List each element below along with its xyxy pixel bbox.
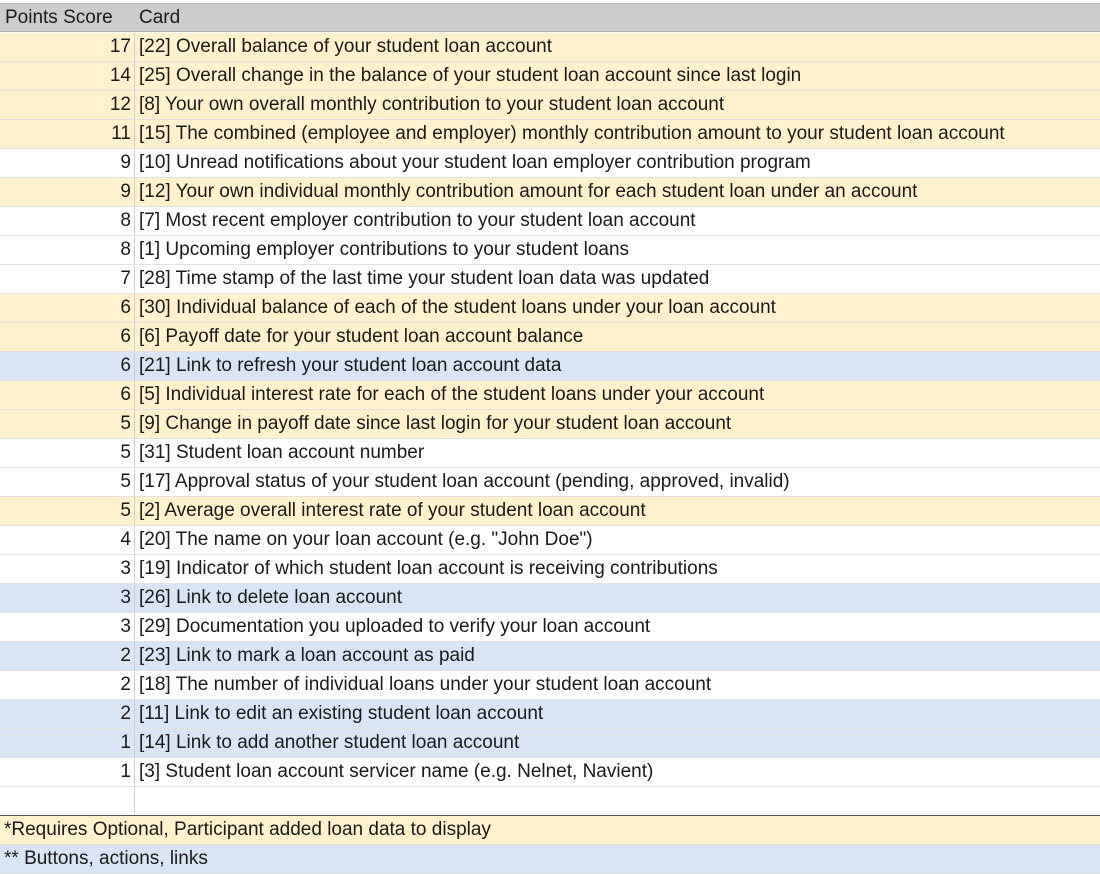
card-cell[interactable]: [10] Unread notifications about your student loan employer contribution program: [139, 152, 811, 173]
card-cell[interactable]: [12] Your own individual monthly contribution amount for each student loan under an account: [139, 181, 918, 202]
table-row: [0, 207, 1100, 236]
table-row: [0, 671, 1100, 700]
table-row: [0, 613, 1100, 642]
legend-optional-text[interactable]: *Requires Optional, Participant added loan data to display: [4, 819, 491, 840]
points-score-cell[interactable]: 2: [0, 671, 135, 699]
legend-optional-row: [0, 816, 1100, 845]
table-row: [0, 178, 1100, 207]
points-score-cell[interactable]: 7: [0, 265, 135, 293]
table-row: [0, 642, 1100, 671]
table-row: [0, 62, 1100, 91]
table-row: [0, 758, 1100, 787]
card-cell[interactable]: [6] Payoff date for your student loan account balance: [139, 326, 584, 347]
table-row: [0, 381, 1100, 410]
table-row: [0, 700, 1100, 729]
card-cell[interactable]: [23] Link to mark a loan account as paid: [139, 645, 475, 666]
points-score-cell[interactable]: 4: [0, 526, 135, 554]
card-cell[interactable]: [22] Overall balance of your student loan account: [139, 36, 552, 57]
empty-score-cell[interactable]: [0, 787, 135, 815]
points-score-cell[interactable]: 6: [0, 352, 135, 380]
table-row: [0, 497, 1100, 526]
points-score-cell[interactable]: 3: [0, 584, 135, 612]
table-row: [0, 410, 1100, 439]
card-cell[interactable]: [17] Approval status of your student loan account (pending, approved, invalid): [139, 471, 790, 492]
table-row: [0, 439, 1100, 468]
card-cell[interactable]: [5] Individual interest rate for each of the student loans under your account: [139, 384, 765, 405]
empty-row: [0, 787, 1100, 816]
points-score-cell[interactable]: 8: [0, 236, 135, 264]
card-cell[interactable]: [11] Link to edit an existing student loan account: [139, 703, 544, 724]
legend-actions-text[interactable]: ** Buttons, actions, links: [4, 848, 208, 869]
card-cell[interactable]: [3] Student loan account servicer name (e.g. Nelnet, Navient): [139, 761, 654, 782]
table-row: [0, 323, 1100, 352]
header-points-score[interactable]: Points Score: [5, 7, 113, 28]
card-cell[interactable]: [1] Upcoming employer contributions to your student loans: [139, 239, 630, 260]
points-score-cell[interactable]: 6: [0, 294, 135, 322]
points-score-cell[interactable]: 6: [0, 381, 135, 409]
points-score-cell[interactable]: 1: [0, 729, 135, 757]
card-cell[interactable]: [31] Student loan account number: [139, 442, 425, 463]
points-score-cell[interactable]: 2: [0, 642, 135, 670]
points-score-cell[interactable]: 9: [0, 149, 135, 177]
points-score-cell[interactable]: 6: [0, 323, 135, 351]
points-score-cell[interactable]: 9: [0, 178, 135, 206]
table-row: [0, 265, 1100, 294]
table-row: [0, 729, 1100, 758]
table-row: [0, 33, 1100, 62]
card-cell[interactable]: [18] The number of individual loans under your student loan account: [139, 674, 712, 695]
points-score-cell[interactable]: 12: [0, 91, 135, 119]
card-cell[interactable]: [28] Time stamp of the last time your student loan data was updated: [139, 268, 710, 289]
card-cell[interactable]: [26] Link to delete loan account: [139, 587, 403, 608]
table-row: [0, 526, 1100, 555]
points-score-cell[interactable]: 11: [0, 120, 135, 148]
legend-actions-row: [0, 845, 1100, 874]
points-score-cell[interactable]: 3: [0, 555, 135, 583]
card-cell[interactable]: [21] Link to refresh your student loan account data: [139, 355, 562, 376]
card-cell[interactable]: [7] Most recent employer contribution to your student loan account: [139, 210, 696, 231]
card-cell[interactable]: [8] Your own overall monthly contribution to your student loan account: [139, 94, 725, 115]
points-score-cell[interactable]: 2: [0, 700, 135, 728]
points-score-cell[interactable]: 14: [0, 62, 135, 90]
points-score-cell[interactable]: 5: [0, 410, 135, 438]
table-row: [0, 352, 1100, 381]
card-cell[interactable]: [25] Overall change in the balance of your student loan account since last login: [139, 65, 802, 86]
points-score-cell[interactable]: 3: [0, 613, 135, 641]
table-row: [0, 584, 1100, 613]
card-cell[interactable]: [9] Change in payoff date since last login for your student loan account: [139, 413, 732, 434]
card-cell[interactable]: [30] Individual balance of each of the student loans under your loan account: [139, 297, 776, 318]
points-score-cell[interactable]: 17: [0, 33, 135, 61]
card-cell[interactable]: [29] Documentation you uploaded to verify your loan account: [139, 616, 651, 637]
header-row: [0, 3, 1100, 32]
table-row: [0, 149, 1100, 178]
card-cell[interactable]: [20] The name on your loan account (e.g. "John Doe"): [139, 529, 593, 550]
card-cell[interactable]: [14] Link to add another student loan account: [139, 732, 520, 753]
card-cell[interactable]: [2] Average overall interest rate of your student loan account: [139, 500, 646, 521]
table-row: [0, 294, 1100, 323]
empty-card-cell[interactable]: [135, 787, 1100, 815]
table-row: [0, 555, 1100, 584]
points-score-cell[interactable]: 5: [0, 497, 135, 525]
table-row: [0, 236, 1100, 265]
table-row: [0, 91, 1100, 120]
card-cell[interactable]: [15] The combined (employee and employer) monthly contribution amount to your student loan account: [139, 123, 1005, 144]
points-score-cell[interactable]: 8: [0, 207, 135, 235]
points-score-cell[interactable]: 1: [0, 758, 135, 786]
table-row: [0, 120, 1100, 149]
card-cell[interactable]: [19] Indicator of which student loan account is receiving contributions: [139, 558, 718, 579]
header-card[interactable]: Card: [139, 7, 181, 28]
points-score-cell[interactable]: 5: [0, 468, 135, 496]
points-score-cell[interactable]: 5: [0, 439, 135, 467]
table-row: [0, 468, 1100, 497]
